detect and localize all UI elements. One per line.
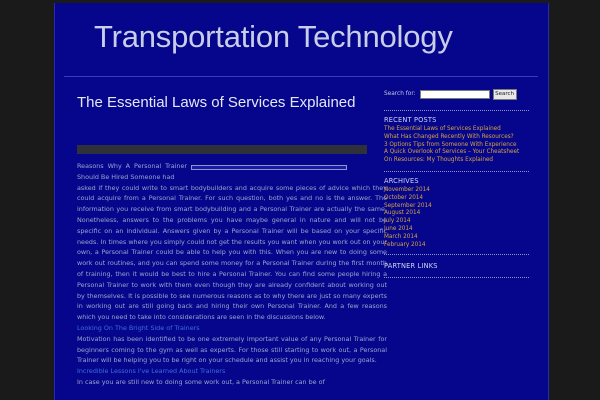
post-title[interactable]: The Essential Laws of Services Explained [77,94,356,111]
post-lead-text: Reasons Why A Personal Trainer Should Be Hired Someone had [77,162,187,181]
header-divider [64,76,538,77]
recent-post-link[interactable]: On Resources: My Thoughts Explained [384,157,494,164]
post-image-placeholder [191,165,347,170]
archives-heading: ARCHIVES [384,176,419,185]
recent-post-link[interactable]: What Has Changed Recently With Resources? [384,133,514,140]
site-title[interactable]: Transportation Technology [94,19,453,54]
recent-post-link[interactable]: A Quick Overlook of Services – Your Cheatsheet [384,149,520,156]
post-link[interactable]: Looking On The Bright Side of Trainers [77,323,200,332]
archive-link[interactable]: February 2014 [384,241,426,248]
archive-link[interactable]: March 2014 [384,233,418,240]
post-paragraph: Motivation has been identified to be one extremely important value of any Personal Trainer for beginners coming to the gym as well as experts. For those still starting to work out, a Personal Trainer will be helping you to be right on your schedule and assist you in reaching your goals. [77,334,387,365]
archive-link[interactable]: June 2014 [384,225,413,232]
search-button[interactable]: Search [493,89,517,100]
recent-posts-list [384,126,529,165]
main-content [77,91,387,386]
archive-link[interactable]: August 2014 [384,210,421,217]
search-form [384,87,529,101]
search-input[interactable] [420,90,490,99]
search-label: Search for: [384,91,416,97]
archive-link[interactable]: November 2014 [384,186,430,193]
archive-link[interactable]: July 2014 [384,218,411,225]
sidebar-divider [384,110,529,111]
sidebar-divider [384,171,529,172]
recent-post-link[interactable]: The Essential Laws of Services Explained [384,126,501,132]
post-paragraph: asked if they could write to smart bodybuilders and acquire some pieces of advice which they could acquire from a Personal Trainer. For such question, both yes and no is the answer. The information you receive from smart bodybuilding and a Personal Trainer are actually the same. Nonetheless, answers to the problems you have maybe general in nature and will not be specific on an individual. Answers given by a Personal Trainer will be based on your specific needs. In times where you simply could not get the results you want when you work out on your own, a Personal Trainer could be able to help you with this. When you are new to doing some work out routines, and you can spend some money for a Personal Trainer during the first month of training, then it would be best to hire a Personal Trainer. You can find some people hiring a Personal Trainer to work with them even though they are already confident about working out by themselves. It is possible to see numerous reasons as to why there are just so many experts in working out are still going back and hiring their own Personal Trainer. And a few reasons which you need to take into considerations are seen in the discussions below. [77,183,387,322]
sidebar [384,87,529,278]
archives-list [384,187,529,249]
recent-posts-heading: RECENT POSTS [384,116,437,124]
archive-link[interactable]: October 2014 [384,194,424,201]
post-body [77,161,387,388]
recent-post-link[interactable]: 3 Options Tips from Someone With Experience [384,141,517,148]
sidebar-divider [384,277,529,278]
page-container [54,3,549,400]
post-link[interactable]: Incredible Lessons I've Learned About Trainers [77,367,226,376]
sidebar-divider [384,254,529,255]
partner-links-heading: PARTNER LINKS [384,262,438,271]
archive-link[interactable]: September 2014 [384,202,432,209]
post-paragraph: In case you are still new to doing some work out, a Personal Trainer can be of [77,377,325,386]
post-meta-bar [77,145,367,154]
